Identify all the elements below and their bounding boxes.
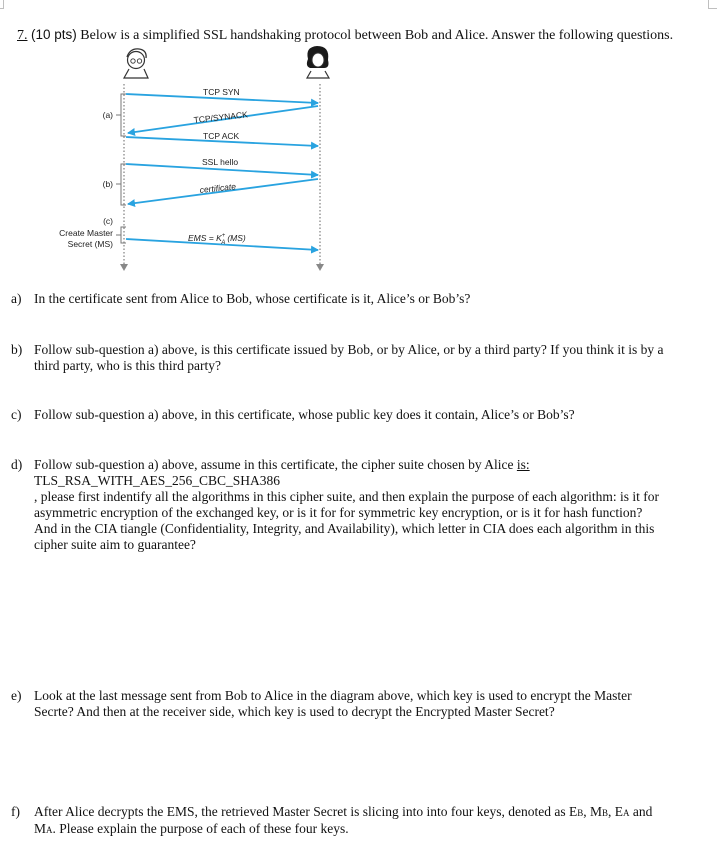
ssl-handshake-diagram <box>0 0 717 280</box>
phase-label-a: (a) <box>102 110 113 120</box>
sub-question-b <box>11 342 711 374</box>
sub-question-text: Look at the last message sent from Bob to Alice in the diagram above, which key is used to encrypt the Master <box>34 688 632 703</box>
sub-question-label: c) <box>11 407 22 422</box>
sub-question-e <box>11 688 711 720</box>
alice-icon <box>307 46 329 78</box>
sub-question-text: asymmetric encryption of the exchanged key, or is it for for symmetric key encryption, or is it for hash function? <box>34 505 643 520</box>
phase-label-c: (c) <box>103 216 113 226</box>
phase-label-b: (b) <box>102 179 113 189</box>
sub-question-label: a) <box>11 291 22 306</box>
sub-question-text: cipher suite aim to guarantee? <box>34 537 196 552</box>
label-certificate: certificate <box>199 181 237 195</box>
sub-question-d <box>11 457 711 553</box>
sub-question-text: MA. Please explain the purpose of each of these four keys. <box>34 821 349 836</box>
label-tcp-synack: TCP/SYNACK <box>193 109 249 125</box>
sub-question-label: b) <box>11 342 23 357</box>
bob-icon <box>124 49 148 78</box>
sub-question-text: After Alice decrypts the EMS, the retrieved Master Secret is slicing into into four keys, denoted as EB, MB, EA and <box>34 804 653 819</box>
sub-question-text: Follow sub-question a) above, is this certificate issued by Bob, or by Alice, or by a third party? If you think it is by a <box>34 342 664 357</box>
sub-question-text: Secrte? And then at the receiver side, which key is used to decrypt the Encrypted Master Secret? <box>34 704 555 719</box>
question-header-text: Below is a simplified SSL handshaking protocol between Bob and Alice. Answer the following questions. <box>80 28 674 43</box>
sub-question-f <box>11 804 711 838</box>
question-points: (10 pts) <box>31 27 77 42</box>
phase-label-create-master: Create Master <box>59 228 113 238</box>
sub-question-text: , please first indentify all the algorithms in this cipher suite, and then explain the purpose of each algorithm: is it for <box>34 489 659 504</box>
sub-question-c <box>11 407 711 423</box>
sub-question-label: e) <box>11 688 22 703</box>
label-tcp-syn: TCP SYN <box>203 87 240 97</box>
sub-question-label: d) <box>11 457 23 472</box>
label-tcp-ack: TCP ACK <box>203 131 240 141</box>
sub-question-text: third party, who is this third party? <box>34 358 221 373</box>
sub-question-label: f) <box>11 804 20 819</box>
sub-question-a <box>11 291 711 307</box>
sub-question-text: Follow sub-question a) above, in this certificate, whose public key does it contain, Alice’s or Bob’s? <box>34 407 575 422</box>
question-number: 7. <box>17 28 28 43</box>
sub-question-text: And in the CIA tiangle (Confidentiality, Integrity, and Availability), which letter in CIA does each algorithm in this <box>34 521 655 536</box>
cipher-suite-name: TLS_RSA_WITH_AES_256_CBC_SHA386 <box>34 473 281 488</box>
sub-question-text: In the certificate sent from Alice to Bob, whose certificate is it, Alice’s or Bob’s? <box>34 291 471 306</box>
phase-label-secret-ms: Secret (MS) <box>67 239 113 249</box>
label-ssl-hello: SSL hello <box>202 157 239 167</box>
sub-question-text: Follow sub-question a) above, assume in this certificate, the cipher suite chosen by Alice is: <box>34 457 530 472</box>
label-ems: EMS = K+ A (MS) <box>188 233 246 246</box>
